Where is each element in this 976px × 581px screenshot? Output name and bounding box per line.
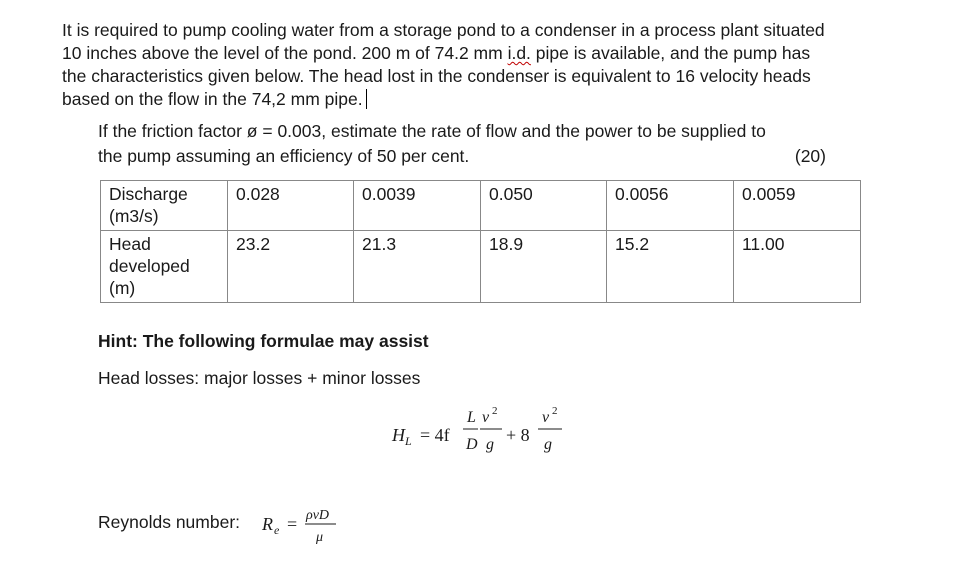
problem-line-4-text: based on the flow in the 74,2 mm pipe. bbox=[62, 89, 363, 109]
problem-line-1: It is required to pump cooling water from a storage pond to a condenser in a process plant situated bbox=[62, 20, 825, 40]
reynolds-lhs-sub: e bbox=[274, 523, 280, 537]
pump-characteristics-table bbox=[100, 180, 861, 303]
frac1-den: D bbox=[466, 436, 478, 453]
reynolds-lhs: R bbox=[262, 514, 273, 534]
table-cell: 11.00 bbox=[734, 231, 861, 303]
text-cursor[interactable] bbox=[366, 89, 368, 109]
table-cell: 0.0039 bbox=[354, 181, 481, 231]
problem-line-2a: 10 inches above the level of the pond. 200 m of 74.2 mm bbox=[62, 43, 508, 63]
frac2-exp: 2 bbox=[492, 405, 498, 417]
problem-statement bbox=[62, 19, 922, 111]
reynolds-num: ρvD bbox=[306, 508, 330, 523]
table-cell: 18.9 bbox=[481, 231, 607, 303]
frac2-den: g bbox=[486, 436, 494, 453]
formula-lhs-sub: L bbox=[405, 434, 412, 448]
frac3-exp: 2 bbox=[552, 405, 558, 417]
head-losses-text: Head losses: major losses + minor losses bbox=[98, 368, 421, 388]
frac2-num: v bbox=[482, 409, 490, 426]
table-cell: 0.0059 bbox=[734, 181, 861, 231]
head-loss-formula bbox=[392, 402, 582, 462]
table-cell: 23.2 bbox=[228, 231, 354, 303]
frac3-den: g bbox=[544, 436, 552, 453]
formula-eq: = 4f bbox=[420, 425, 450, 445]
question-block bbox=[98, 119, 878, 169]
spellcheck-word: i.d. bbox=[507, 43, 531, 63]
table-row bbox=[101, 231, 861, 303]
table-cell: 0.050 bbox=[481, 181, 607, 231]
problem-line-2b: pipe is available, and the pump has bbox=[530, 43, 811, 63]
formula-lhs: H bbox=[392, 425, 405, 445]
table-row bbox=[101, 181, 861, 231]
frac3-num: v bbox=[542, 409, 550, 426]
reynolds-formula bbox=[260, 504, 350, 554]
row-label-discharge: Discharge (m3/s) bbox=[101, 181, 228, 231]
problem-line-4 bbox=[62, 88, 922, 111]
table-cell: 0.0056 bbox=[607, 181, 734, 231]
question-line-2-text: the pump assuming an efficiency of 50 per cent. bbox=[98, 146, 470, 166]
hint-title: Hint: The following formulae may assist bbox=[98, 331, 429, 351]
table-cell: 0.028 bbox=[228, 181, 354, 231]
table-cell: 15.2 bbox=[607, 231, 734, 303]
problem-line-3: the characteristics given below. The head lost in the condenser is equivalent to 16 velocity heads bbox=[62, 66, 811, 86]
formula-plus: + 8 bbox=[506, 425, 530, 445]
question-line-2 bbox=[98, 144, 878, 169]
frac1-num: L bbox=[467, 409, 476, 426]
question-line-1: If the friction factor ø = 0.003, estimate the rate of flow and the power to be supplied to bbox=[98, 121, 766, 141]
row-label-head: Head developed (m) bbox=[101, 231, 228, 303]
table-cell: 21.3 bbox=[354, 231, 481, 303]
reynolds-label: Reynolds number: bbox=[98, 512, 241, 532]
marks-label: (20) bbox=[794, 146, 826, 166]
problem-line-2 bbox=[62, 42, 922, 65]
reynolds-den: μ bbox=[316, 530, 324, 545]
reynolds-eq: = bbox=[287, 514, 298, 534]
